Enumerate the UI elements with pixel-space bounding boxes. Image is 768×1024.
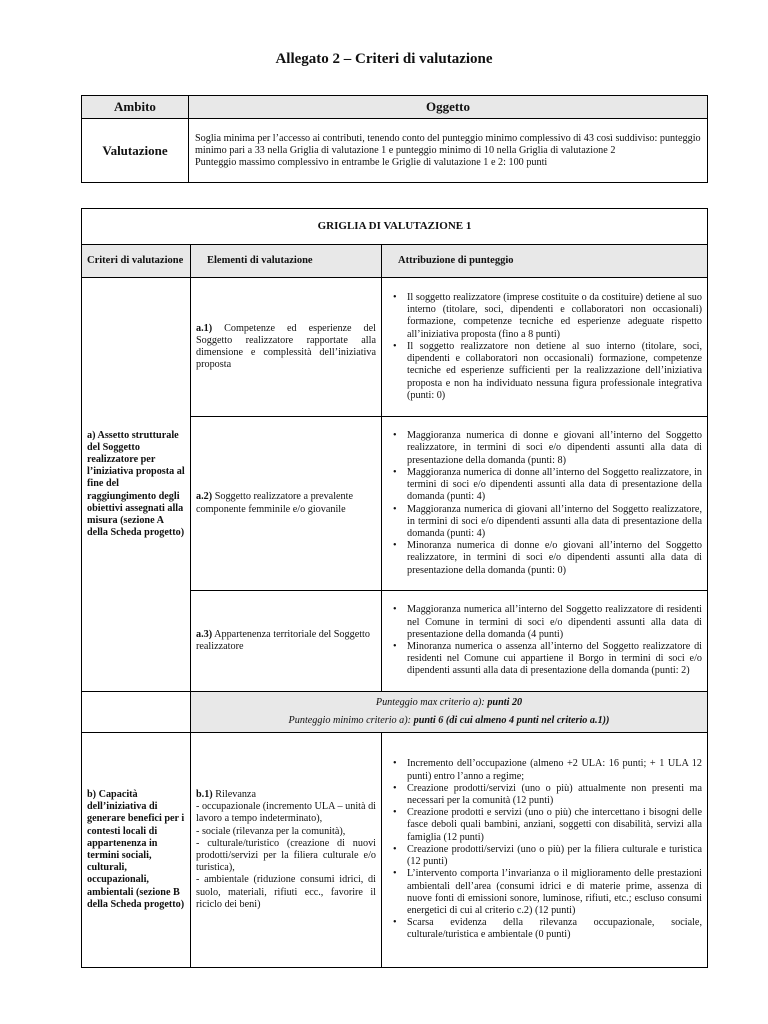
criterion-b-label: b) Capacità dell’iniziativa di generare benefici per i contesti locali di appartenenza in termini sociali, culturali, occupazionali, ambientali (sezione B della Scheda progetto) xyxy=(82,733,191,968)
document-title: Allegato 2 – Criteri di valutazione xyxy=(275,51,493,67)
min-score-value: punti 6 (di cui almeno 4 punti nel criterio a.1)) xyxy=(413,715,610,726)
bullet-item: • Minoranza numerica o assenza all’interno del Soggetto realizzatore di residenti nel Comune cui appartiene il Borgo in termini di soci e/o dipendenti assunti alla data di presentazione della domanda (punti: 2) xyxy=(407,641,702,678)
element-a3-code: a.3) xyxy=(196,628,213,640)
max-score-value: punti 20 xyxy=(487,697,523,708)
element-a2-text: Soggetto realizzatore a prevalente componente femminile e/o giovanile xyxy=(196,491,353,515)
oggetto-soglia: Soglia minima per l’accesso ai contributi, tenendo conto del punteggio minimo complessivo di 43 così suddiviso: punteggio minimo pari a 33 nella Griglia di valutazione 1 e punteggio minimo di 10 nella Griglia di valutazione 2 xyxy=(195,132,701,156)
header-oggetto: Oggetto xyxy=(189,96,708,119)
min-score-prefix: Punteggio minimo criterio a): xyxy=(288,715,414,726)
criterion-a-label: a) Assetto strutturale del Soggetto realizzatore per l’iniziativa proposta al fine del raggiungimento degli obiettivi assegnati alla misura (sezione A della Scheda progetto) xyxy=(82,278,191,692)
bullet-item: • Il soggetto realizzatore (imprese costituite o da costituire) detiene al suo interno (titolare, soci, dipendenti e collaboratori non occasionali) formazione, competenze tecniche ed esperienze adeguate rispetto all’iniziativa proposta (fino a 8 punti) xyxy=(407,292,702,341)
ambito-valutazione: Valutazione xyxy=(82,119,189,183)
summary-table xyxy=(81,95,708,183)
points-b1 xyxy=(382,733,708,968)
col-elementi: Elementi di valutazione xyxy=(191,245,382,278)
bullet-item: • Maggioranza numerica all’interno del Soggetto realizzatore di residenti nel Comune in termini di soci e/o dipendenti assunti alla data di presentazione della domanda (4 punti) xyxy=(407,604,702,641)
header-ambito: Ambito xyxy=(82,96,189,119)
oggetto-massimo: Punteggio massimo complessivo in entrambe le Griglie di valutazione 1 e 2: 100 punti xyxy=(195,156,548,168)
col-attribuzione: Attribuzione di punteggio xyxy=(382,245,708,278)
min-score-line xyxy=(196,712,702,730)
element-a2-code: a.2) xyxy=(196,491,213,503)
bullet-item: • Creazione prodotti/servizi (uno o più) attualmente non presenti ma necessari per la comunità (12 punti) xyxy=(407,783,702,807)
bullet-item: • Scarsa evidenza della rilevanza occupazionale, sociale, culturale/turistica e ambientale (0 punti) xyxy=(407,917,702,941)
element-b1-item: - culturale/turistico (creazione di nuovi prodotti/servizi per la filiera culturale e/o turistica), xyxy=(196,837,376,874)
element-a1-code: a.1) xyxy=(196,322,213,334)
max-score-prefix: Punteggio max criterio a): xyxy=(375,697,488,708)
element-b1-item: - occupazionale (incremento ULA – unità di lavoro a tempo indeterminato), xyxy=(196,801,376,825)
points-a2 xyxy=(382,417,708,591)
bullet-item: • Maggioranza numerica di donne e giovani all’interno del Soggetto realizzatore, in termini di soci e/o dipendenti assunti alla data di presentazione della domanda (punti: 8) xyxy=(407,430,702,467)
element-b1-item: - sociale (rilevanza per la comunità), xyxy=(196,825,346,837)
element-b1-item: - ambientale (riduzione consumi idrici, di suolo, materiali, rifiuti ecc., favorire il riciclo dei beni) xyxy=(196,874,376,910)
bullet-item: • Minoranza numerica di donne e/o giovani all’interno del Soggetto realizzatore, in termini di soci e/o dipendenti assunti alla data di presentazione della domanda (punti: 0) xyxy=(407,540,702,577)
bullet-item: • Incremento dell’occupazione (almeno +2 ULA: 16 punti; + 1 ULA 12 punti) entro l’anno a regime; xyxy=(407,758,702,782)
bullet-item: • Maggioranza numerica di giovani all’interno del Soggetto realizzatore, in termini di soci e/o dipendenti assunti alla data di presentazione della domanda (punti: 4) xyxy=(407,504,702,541)
points-a1 xyxy=(382,278,708,417)
bullet-item: • Creazione prodotti/servizi (uno o più) per la filiera culturale e turistica (12 punti) xyxy=(407,844,702,868)
oggetto-cell xyxy=(189,119,708,183)
element-a1 xyxy=(191,278,382,417)
bullet-item: • L’intervento comporta l’invarianza o il miglioramento delle prestazioni ambientali dell’area (consumi idrici e di materie prime, assenza di nuove fonti di emissioni sonore, luminose, rifiuti, etc.; escluso consumi energetici di cui al criterio c.2) (12 punti) xyxy=(407,868,702,917)
element-a2 xyxy=(191,417,382,591)
bullet-item: • Maggioranza numerica di donne all’interno del Soggetto realizzatore, in termini di soci e/o dipendenti assunti alla data di presentazione della domanda (punti: 4) xyxy=(407,467,702,504)
grid-title: GRIGLIA DI VALUTAZIONE 1 xyxy=(82,209,708,245)
points-a3 xyxy=(382,591,708,692)
element-a3-text: Appartenenza territoriale del Soggetto realizzatore xyxy=(196,628,370,652)
bullet-item: • Creazione prodotti e servizi (uno o più) che intercettano i bisogni delle fasce deboli quali bambini, anziani, soggetti con disabilità, servizi alla famiglia (12 punti) xyxy=(407,807,702,844)
col-criteri: Criteri di valutazione xyxy=(82,245,191,278)
max-score-line xyxy=(196,694,702,712)
bullet-item: • Il soggetto realizzatore non detiene al suo interno (titolare, soci, dipendenti e collaboratori non occasionali) formazione, competenze tecniche ed esperienze sufficienti per la realizzazione dell’iniziativa proposta e non ha individuato nessuna figura professionale integrativa (punti: 0) xyxy=(407,341,702,402)
element-b1-title: Rilevanza xyxy=(212,788,256,800)
element-b1 xyxy=(191,733,382,968)
griglia-table xyxy=(81,208,708,968)
element-a3 xyxy=(191,591,382,692)
element-a1-text: Competenze ed esperienze del Soggetto realizzatore rapportate alla dimensione e complessità dell’iniziativa proposta xyxy=(196,322,376,371)
element-b1-heading xyxy=(196,789,376,801)
criterion-a-summary-spacer xyxy=(82,692,191,733)
criterion-a-summary xyxy=(191,692,708,733)
element-b1-code: b.1) xyxy=(196,788,213,800)
